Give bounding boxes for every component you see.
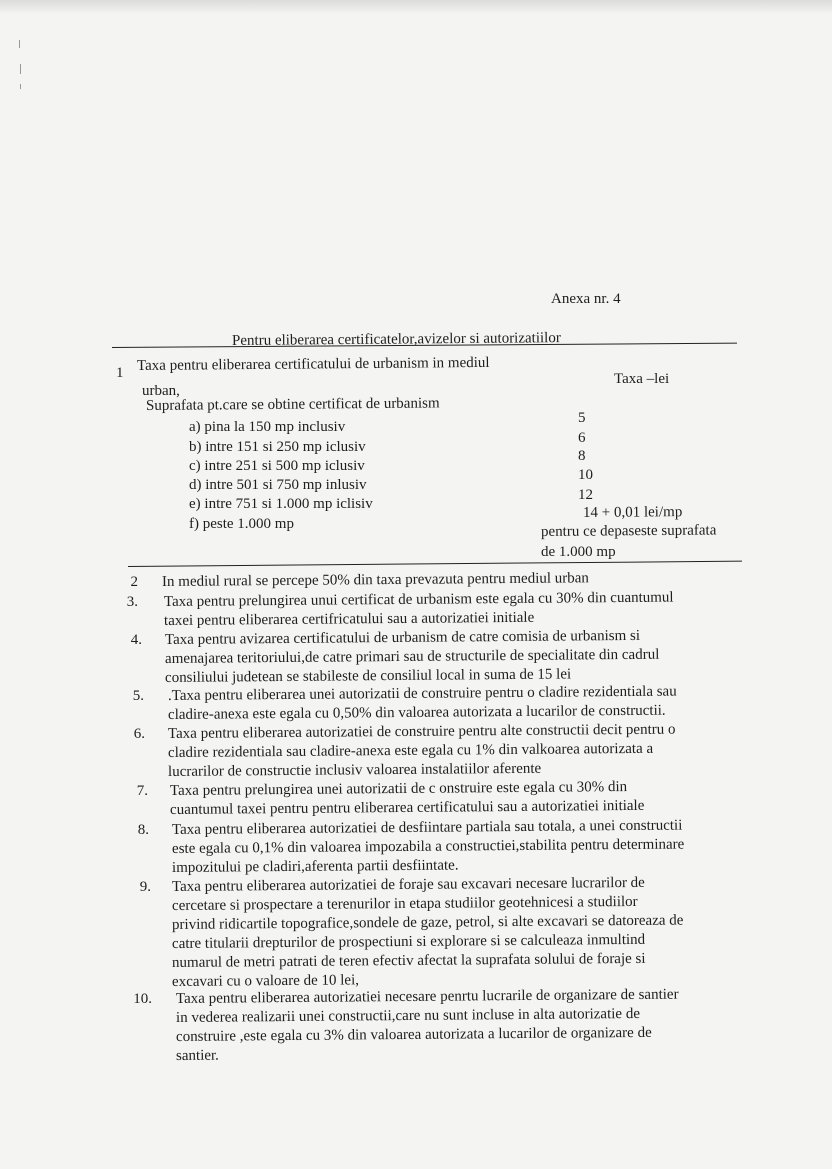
section-title-line2: urban, <box>142 383 180 399</box>
item-text-line: Taxa pentru eliberarea autorizatiei de construire pentru alte constructii decit pentru o <box>167 721 676 742</box>
item-text-line: santier. <box>175 1047 219 1064</box>
item-text-line: impozitului pe cladiri,aferenta partii desfiintate. <box>171 857 459 876</box>
item-text-line: cuantumul taxei pentru pentru eliberarea certificatului sau a autorizatiei initiale <box>169 797 645 818</box>
scan-speck <box>19 40 20 48</box>
section-title-line1: Taxa pentru eliberarea certificatului de urbanism in mediul <box>136 354 490 374</box>
item-text-line: amenajarea teritoriului,de catre primari sau de structurile de specialitate din cadrul <box>164 646 660 667</box>
item-text-line: Taxa pentru prelungirea unui certificat de urbanism este egala cu 30% din cuantumul <box>163 589 674 610</box>
tax-value: 10 <box>578 467 593 483</box>
item-text-line: .Taxa pentru eliberarea unei autorizatii de construire pentru o cladire rezidentiala sau <box>167 683 677 704</box>
table-bottom-rule <box>128 561 742 567</box>
item-text-line: In mediul rural se percepe 50% din taxa prevazuta pentru mediul urban <box>161 570 589 590</box>
item-text-line: lucrarilor de constructie inclusiv valoarea instalatiilor aferente <box>167 760 542 780</box>
excess-note-line1: pentru ce depaseste suprafata <box>540 522 717 540</box>
scan-speck <box>20 64 21 74</box>
tax-value: 6 <box>578 430 586 446</box>
item-text-line: Taxa pentru avizarea certificatului de urbanism de catre comisia de urbanism si <box>164 627 641 648</box>
surface-label: Suprafata pt.care se obtine certificat de urbanism <box>145 395 440 414</box>
surface-row-label: c) intre 251 si 500 mp iclusiv <box>189 458 365 474</box>
column-header: Taxa –lei <box>614 371 670 387</box>
item-number: 2 <box>130 574 138 590</box>
item-number: 4. <box>130 632 142 648</box>
item-text-line: Taxa pentru prelungirea unei autorizatii de c onstruire este egala cu 30% din <box>169 779 628 799</box>
item-text-line: in vederea realizarii unei constructii,care nu sunt incluse in alta autorizatie de <box>175 1005 641 1026</box>
surface-row-label: b) intre 151 si 250 mp iclusiv <box>189 439 366 455</box>
surface-row-label: f) peste 1.000 mp <box>189 516 294 532</box>
item-text-line: excavari cu o valoare de 10 lei, <box>171 972 360 990</box>
section-number: 1 <box>116 365 124 381</box>
item-text-line: cladire-anexa este egala cu 0,50% din valoarea autorizata a lucarilor de constructii. <box>167 702 666 723</box>
item-number: 8. <box>137 822 149 838</box>
item-number: 9. <box>139 879 151 895</box>
surface-row-label: d) intre 501 si 750 mp inlusiv <box>189 477 367 493</box>
item-text-line: Taxa pentru eliberarea autorizatiei de desfiintare partiala sau totala, a unei constructii <box>171 817 683 838</box>
tax-value: 8 <box>578 448 586 464</box>
item-text-line: numarul de metri patrati de teren efectiv afectat la suprafata solului de foraje si <box>171 950 646 971</box>
table-title: Pentru eliberarea certificatelor,avizelor si autorizatiilor <box>231 330 561 349</box>
item-text-line: cladire rezidentiala sau cladire-anexa este egala cu 1% din valkoarea autorizata a <box>167 740 654 761</box>
item-text-line: este egala cu 0,1% din valoarea impozabila a constructiei,stabilita pentru determinare <box>171 836 685 857</box>
scan-edge-shadow <box>0 0 832 14</box>
tax-value: 5 <box>578 410 586 426</box>
surface-row-label: a) pina la 150 mp inclusiv <box>189 419 346 435</box>
annex-label: Anexa nr. 4 <box>551 291 621 307</box>
scan-speck <box>20 84 21 89</box>
item-text-line: taxei pentru eliberarea certifricatului sau a autorizatiei initiale <box>163 609 535 629</box>
item-text-line: Taxa pentru eliberarea autorizatiei necesare penrtu lucrarile de organizare de santier <box>175 986 679 1007</box>
item-number: 6. <box>133 726 145 742</box>
item-number: 5. <box>132 688 144 704</box>
excess-note-line2: de 1.000 mp <box>541 544 616 560</box>
item-text-line: cercetare si prospectare a terenurilor in etapa studiilor geotehnicesi a studiilor <box>171 893 638 914</box>
item-number: 3. <box>126 594 138 610</box>
item-text-line: catre titularii drepturilor de prospectiuni si explorare si se calculeaza inmultind <box>171 931 646 952</box>
item-text-line: Taxa pentru eliberarea autorizatiei de foraje sau excavari necesare lucrarilor de <box>171 874 645 895</box>
item-text-line: privind ridicartile topografice,sondele de gaze, petrol, si alte excavari se datoreaza de <box>171 912 684 933</box>
item-text-line: consiliului judetean se stabileste de consiliul local in suma de 15 lei <box>164 666 572 686</box>
tax-value: 12 <box>578 487 593 503</box>
item-text-line: construire ,este egala cu 3% din valoarea autorizata a lucarilor de organizare de <box>175 1024 652 1045</box>
tax-value: 14 + 0,01 lei/mp <box>582 504 683 521</box>
item-number: 10. <box>133 991 152 1007</box>
item-number: 7. <box>136 783 148 799</box>
surface-row-label: e) intre 751 si 1.000 mp iclisiv <box>189 496 373 512</box>
